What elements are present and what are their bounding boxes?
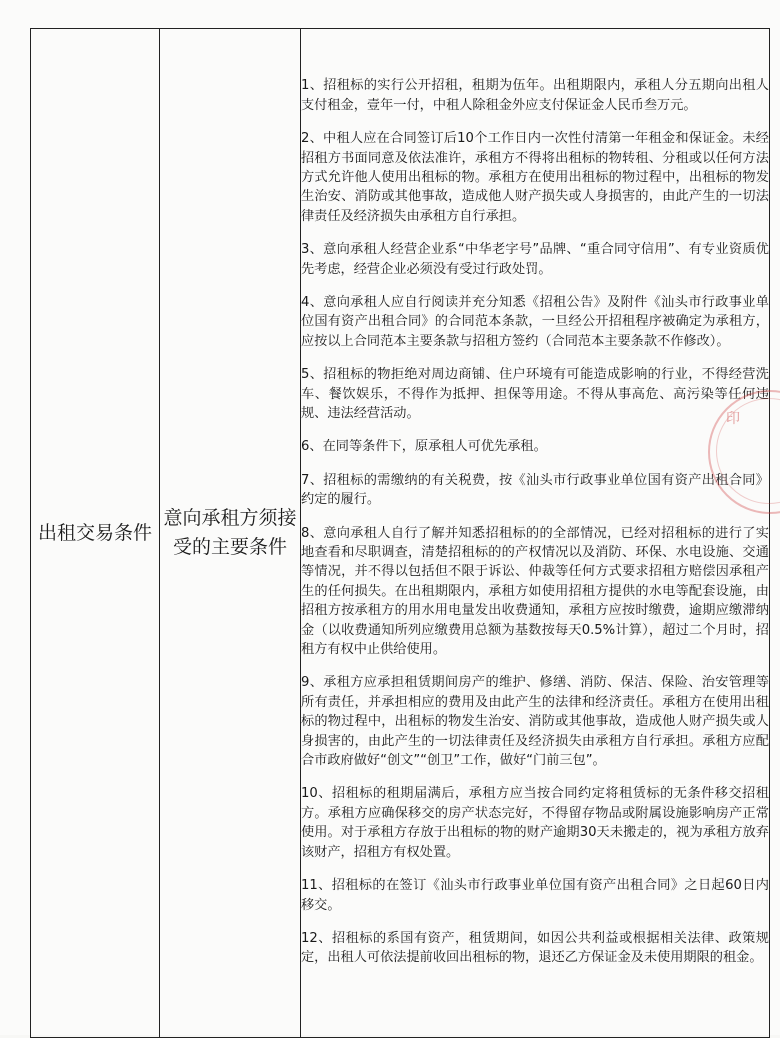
clause-5: 5、招租标的物拒绝对周边商铺、住户环境有可能造成影响的行业，不得经营洗车、餐饮娱乐，不得作为抵押、担保等用途。不得从事高危、高污染等任何违规、违法经营活动。 — [301, 367, 769, 421]
table-row — [31, 29, 770, 1038]
clause-3: 3、意向承租人经营企业系“中华老字号”品牌、“重合同守信用”、有专业资质优先考虑，经营企业必须没有受过行政处罚。 — [301, 242, 769, 277]
row-label-cell — [31, 29, 160, 1038]
clause-11: 11、招租标的在签订《汕头市行政事业单位国有资产出租合同》之日起60日内移交。 — [301, 878, 769, 913]
sub-label: 意向承租方须接受的主要条件 — [163, 507, 297, 558]
seal-mark: 印 — [726, 411, 740, 427]
clause-10: 10、招租标的租期届满后，承租方应当按合同约定将租赁标的无条件移交招租方。承租方应确保移交的房产状态完好，不得留存物品或附属设施影响房产正常使用。对于承租方存放于出租标的物的财产逾期30天未搬走的，视为承租方放弃该财产，招租方有权处置。 — [301, 786, 769, 860]
clause-1: 1、招租标的实行公开招租，租期为伍年。出租期限内，承租人分五期向出租人支付租金，壹年一付，中租人除租金外应支付保证金人民币叁万元。 — [301, 78, 769, 113]
clause-2: 2、中租人应在合同签订后10个工作日内一次性付清第一年租金和保证金。未经招租方书面同意及依法准许，承租方不得将出租标的物转租、分租或以任何方法方式允许他人使用出租标的物。承租方在使用出租标的物过程中，出租标的物发生治安、消防或其他事故，造成他人财产损失或人身损害的，由此产生的一切法律责任及经济损失由承租方自行承担。 — [301, 131, 769, 224]
clause-7: 7、招租标的需缴纳的有关税费，按《汕头市行政事业单位国有资产出租合同》约定的履行。 — [301, 472, 769, 508]
clause-8: 8、意向承租人自行了解并知悉招租标的的全部情况，已经对招租标的进行了实地查看和尽职调查，清楚招租标的的产权情况以及消防、环保、水电设施、交通等情况，并不得以包括但不限于诉讼、仲裁等任何方式要求招租方赔偿因承租产生的任何损失。在出租期限内，承租方如使用招租方提供的水电等配套设施，由招租方按承租方的用水用电量发出收费通知，承租方应按时缴费，逾期应缴滞纳金（以收费通知所列应缴费用总额为基数按每天0.5%计算），超过二个月时，招租方有权中止供给使用。 — [301, 525, 769, 658]
clause-4: 4、意向承租人应自行阅读并充分知悉《招租公告》及附件《汕头市行政事业单位国有资产出租合同》的合同范本条款，一旦经公开招租程序被确定为承租方，应按以上合同范本主要条款与招租方签约（合同范本主要条款不作修改）。 — [301, 294, 769, 349]
clause-6: 6、在同等条件下，原承租人可优先承租。 — [301, 439, 547, 455]
clause-9: 9、承租方应承担租赁期间房产的维护、修缮、消防、保洁、保险、治安管理等所有责任，并承担相应的费用及由此产生的法律和经济责任。承租方在使用出租标的物过程中，出租标的物发生治安、消防或其他事故，造成他人财产损失或人身损害的，由此产生的一切法律责任及经济损失由承租方自行承担。承租方应配合市政府做好“创文”“创卫”工作，做好“门前三包”。 — [301, 675, 769, 769]
row-label: 出租交易条件 — [37, 522, 152, 544]
sub-label-cell — [160, 29, 301, 1038]
clauses-cell — [301, 29, 770, 1038]
clause-12: 12、招租标的系国有资产，租赁期间，如因公共利益或根据相关法律、政策规定，出租人可依法提前收回出租标的物，退还乙方保证金及未使用期限的租金。 — [301, 930, 769, 966]
conditions-table — [30, 28, 770, 1038]
